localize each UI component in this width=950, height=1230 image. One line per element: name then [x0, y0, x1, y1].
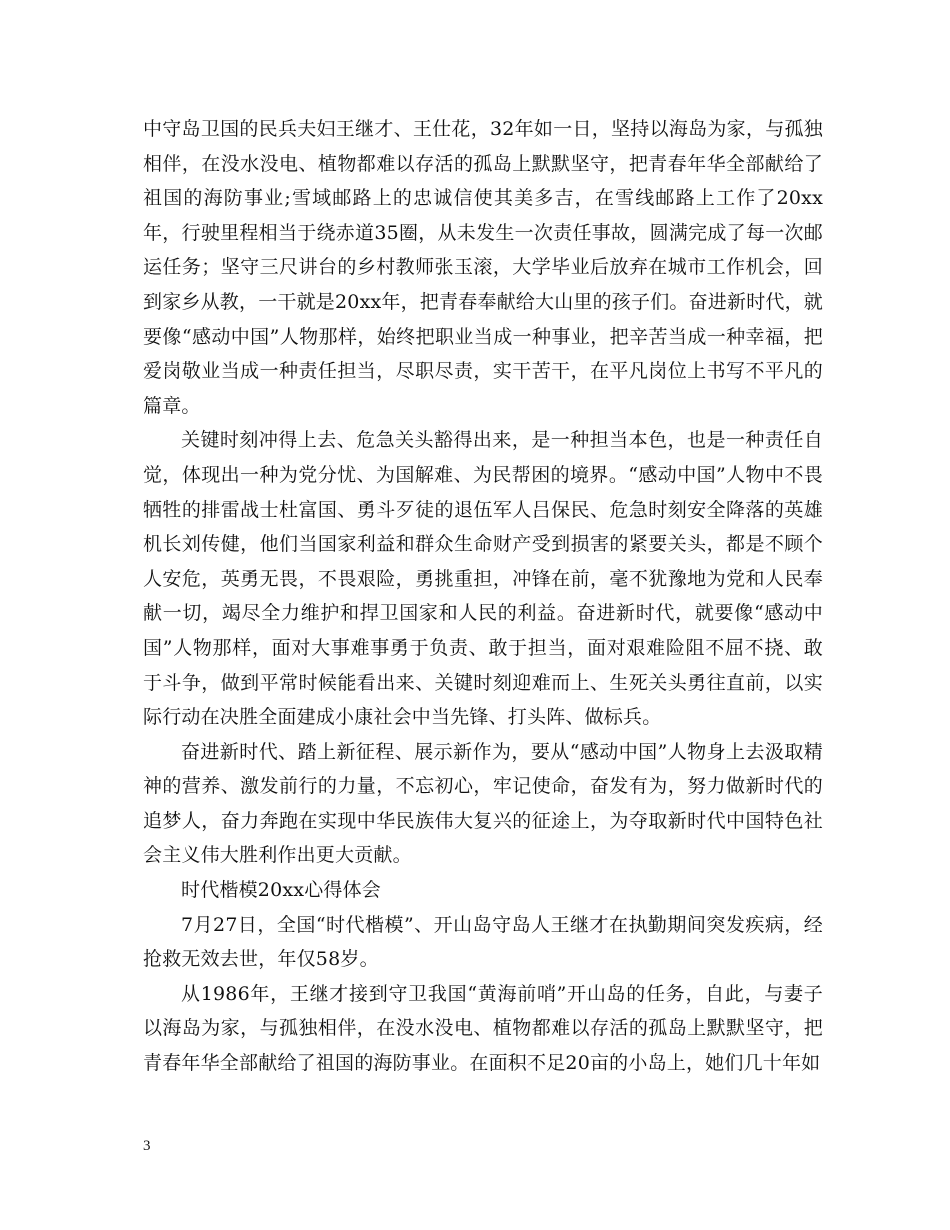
- page-number: 3: [143, 1138, 151, 1154]
- paragraph-conclusion: 奋进新时代、踏上新征程、展示新作为，要从“感动中国”人物身上去汲取精神的营养、激发前行的力量，不忘初心，牢记使命，奋发有为，努力做新时代的追梦人，奋力奔跑在实现中华民族伟大复兴的征途上，为夺取新时代中国特色社会主义伟大胜利作出更大贡献。: [143, 740, 823, 867]
- document-body: [143, 112, 823, 1081]
- paragraph-story: 从1986年，王继才接到守卫我国“黄海前哨”开山岛的任务，自此，与妻子以海岛为家，与孤独相伴，在没水没电、植物都难以存活的孤岛上默默坚守，把青春年华全部献给了祖国的海防事业。在面积不足20亩的小岛上，她们几十年如: [143, 982, 823, 1075]
- paragraph-responsibility: 关键时刻冲得上去、危急关头豁得出来，是一种担当本色，也是一种责任自觉，体现出一种为党分忧、为国解难、为民帮困的境界。“感动中国”人物中不畏牺牲的排雷战士杜富国、勇斗歹徒的退伍军人吕保民、危急时刻安全降落的英雄机长刘传健，他们当国家利益和群众生命财产受到损害的紧要关头，都是不顾个人安危，英勇无畏，不畏艰险，勇挑重担，冲锋在前，毫不犹豫地为党和人民奉献一切，竭尽全力维护和捍卫国家和人民的利益。奋进新时代，就要像“感动中国”人物那样，面对大事难事勇于负责、敢于担当，面对艰难险阻不屈不挠、敢于斗争，做到平常时候能看出来、关键时刻迎难而上、生死关头勇往直前，以实际行动在决胜全面建成小康社会中当先锋、打头阵、做标兵。: [143, 429, 823, 729]
- section-heading: 时代楷模20xx心得体会: [181, 879, 382, 902]
- paragraph-continued: 中守岛卫国的民兵夫妇王继才、王仕花，32年如一日，坚持以海岛为家，与孤独相伴，在没水没电、植物都难以存活的孤岛上默默坚守，把青春年华全部献给了祖国的海防事业;雪域邮路上的忠诚信使其美多吉，在雪线邮路上工作了20xx年，行驶里程相当于绕赤道35圈，从未发生一次责任事故，圆满完成了每一次邮运任务；坚守三尺讲台的乡村教师张玉滚，大学毕业后放弃在城市工作机会，回到家乡从教，一干就是20xx年，把青春奉献给大山里的孩子们。奋进新时代，就要像“感动中国”人物那样，始终把职业当成一种事业，把辛苦当成一种幸福，把爱岗敬业当成一种责任担当，尽职尽责，实干苦干，在平凡岗位上书写不平凡的篇章。: [143, 118, 824, 417]
- paragraph-news: 7月27日，全国“时代楷模”、开山岛守岛人王继才在执勤期间突发疾病，经抢救无效去世，年仅58岁。: [143, 913, 823, 971]
